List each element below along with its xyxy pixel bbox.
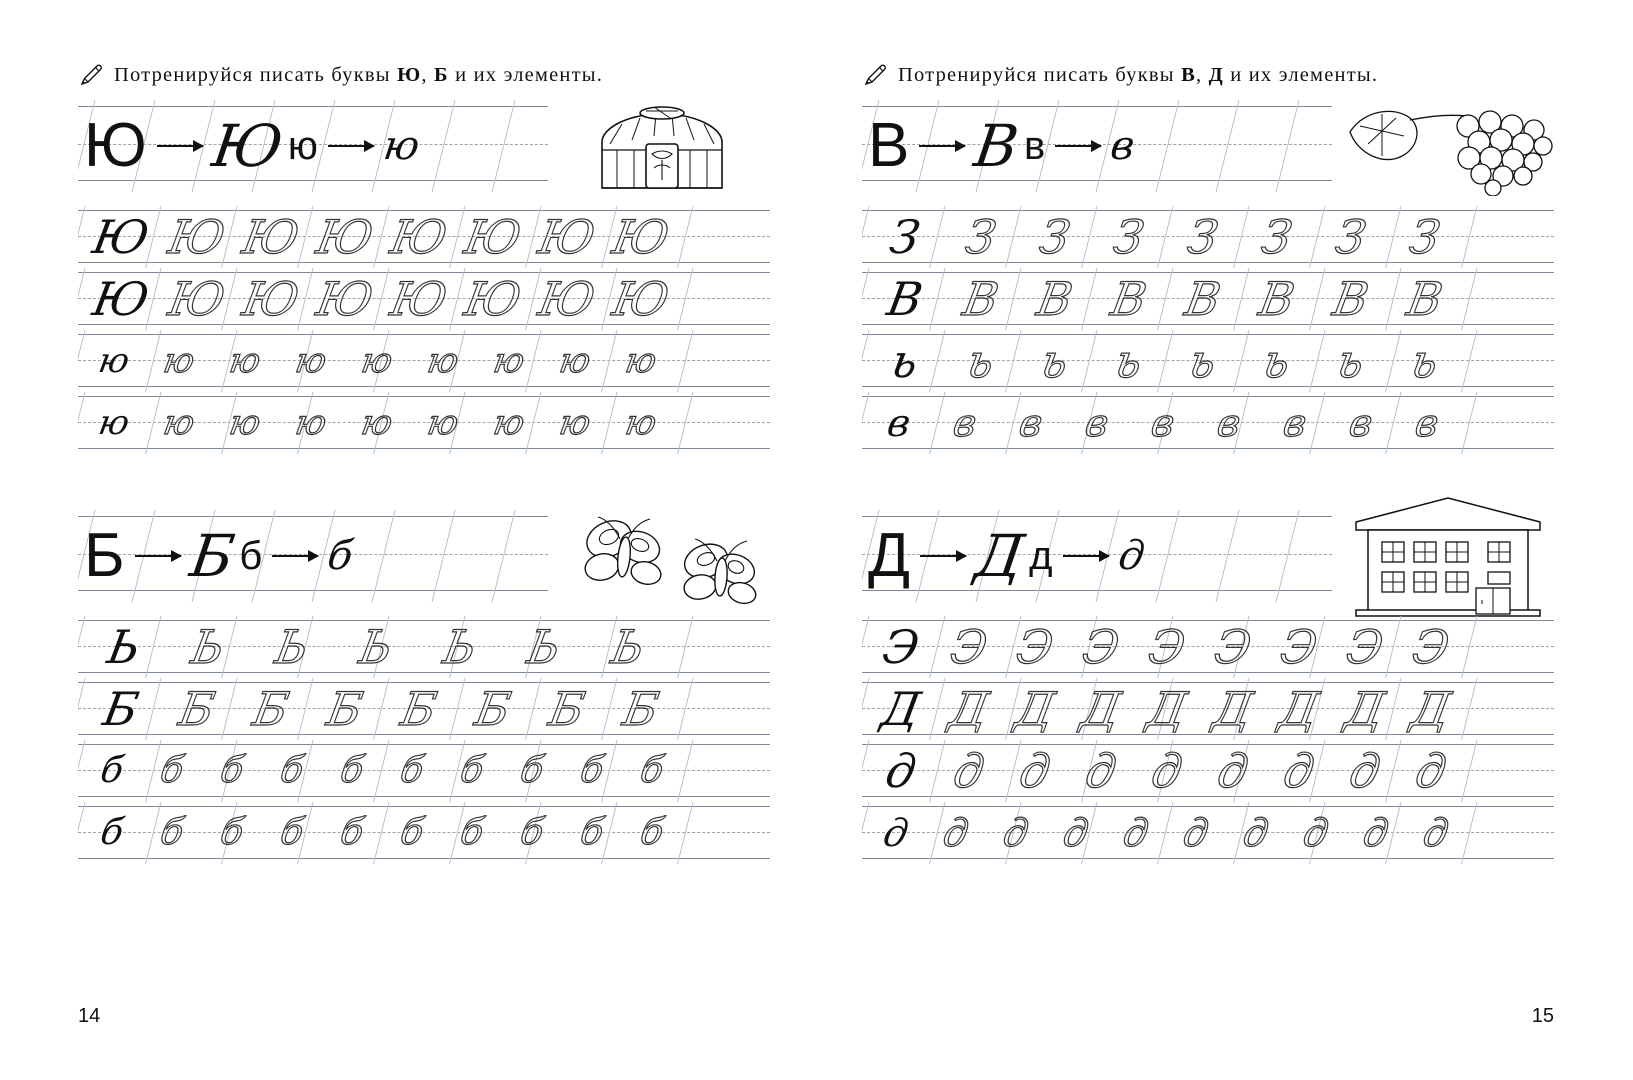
practice-glyph[interactable]: Д [1077,682,1125,736]
practice-glyph-lead: Ю [88,272,154,326]
practice-glyph[interactable]: Ю [460,210,526,264]
exercise-ve [862,100,1554,454]
practice-row[interactable] [862,392,1554,454]
practice-glyph[interactable]: Б [471,682,515,736]
model-print-lower-de: д [1029,534,1053,578]
practice-glyph[interactable]: ю [226,341,264,381]
practice-glyph[interactable]: д [1300,811,1332,855]
practice-row[interactable] [78,330,770,392]
practice-glyph[interactable]: В [959,272,1003,326]
practice-glyph[interactable]: Д [945,682,993,736]
practice-glyph[interactable]: Э [1276,620,1322,674]
practice-glyph[interactable]: Ю [312,272,378,326]
practice-glyph[interactable]: Б [619,682,663,736]
practice-glyph[interactable]: д [1213,744,1253,798]
practice-glyph[interactable]: в [1412,401,1442,445]
pencil-icon [78,62,104,88]
practice-glyph[interactable]: Ю [164,272,230,326]
practice-glyph[interactable]: ю [292,341,330,381]
model-script-upper-be: Б [185,522,239,590]
model-print-upper-ve: В [868,111,910,180]
model-print-upper-be: Б [84,521,125,590]
practice-glyph[interactable]: Б [397,682,441,736]
practice-glyph[interactable]: б [337,750,367,791]
practice-glyph-lead: З [885,210,925,264]
practice-glyph[interactable]: б [637,750,667,791]
practice-glyph[interactable]: ю [226,403,264,443]
practice-glyph[interactable]: ю [622,403,660,443]
exercise-yu-rows [78,206,770,454]
practice-glyph[interactable]: б [157,750,187,791]
practice-glyph[interactable]: б [517,812,547,853]
practice-glyph[interactable]: ю [160,341,198,381]
practice-glyph[interactable]: ю [424,341,462,381]
practice-glyph[interactable]: ю [556,341,594,381]
practice-glyph[interactable]: ю [292,403,330,443]
practice-glyph[interactable]: в [1346,401,1376,445]
exercise-be-model [78,510,548,602]
practice-glyph[interactable]: б [397,812,427,853]
practice-glyph-lead: ю [95,403,133,443]
practice-glyph[interactable]: б [337,812,367,853]
practice-glyph[interactable]: б [577,750,607,791]
page-number-right: 15 [1531,1005,1554,1027]
model-print-lower-ve: в [1023,124,1046,168]
practice-glyph[interactable]: б [397,750,427,791]
model-script-upper-de: Д [971,522,1028,590]
practice-glyph[interactable]: б [457,750,487,791]
practice-glyph-lead: Э [878,620,924,674]
practice-glyph[interactable]: б [637,812,667,853]
practice-glyph[interactable]: Ю [460,272,526,326]
practice-glyph[interactable]: д [1360,811,1392,855]
practice-glyph[interactable]: В [1181,272,1225,326]
picture-grapes [1332,100,1558,192]
practice-glyph[interactable]: Э [1342,620,1388,674]
practice-glyph[interactable]: Э [1210,620,1256,674]
practice-row[interactable] [862,678,1554,740]
practice-glyph[interactable]: б [217,750,247,791]
practice-glyph[interactable]: Ю [312,210,378,264]
practice-glyph[interactable]: Д [1143,682,1191,736]
model-script-lower-be: б [325,533,356,579]
practice-row[interactable] [862,268,1554,330]
practice-glyph-lead: Б [99,682,143,736]
practice-glyph[interactable]: Ю [608,210,674,264]
practice-glyph-lead: Ю [88,210,154,264]
practice-glyph[interactable]: Ю [238,210,304,264]
model-script-lower-yu: ю [380,123,423,169]
practice-glyph[interactable]: д [1147,744,1187,798]
model-print-lower-be: б [239,534,263,578]
practice-glyph[interactable]: ю [556,403,594,443]
practice-glyph[interactable]: ю [160,403,198,443]
practice-glyph[interactable]: Ь [439,620,481,674]
exercise-ve-header [862,100,1554,192]
practice-glyph[interactable]: б [277,750,307,791]
picture-butterflies [548,510,784,602]
practice-glyph[interactable]: д [1411,744,1451,798]
practice-glyph[interactable]: В [1329,272,1373,326]
practice-glyph[interactable]: д [1081,744,1121,798]
model-script-lower-de: д [1115,533,1148,579]
practice-glyph[interactable]: Ь [607,620,649,674]
grapes-illustration [1338,96,1558,196]
practice-glyph-lead: б [97,750,127,791]
instruction-line-left [78,62,770,88]
instruction-text-right: Потренируйся писать буквы В, Д и их элементы. [898,63,1379,86]
exercise-yu [78,100,770,454]
practice-glyph[interactable]: б [157,812,187,853]
arrow-icon [135,555,181,557]
exercise-be-header [78,510,770,602]
practice-glyph[interactable]: д [1279,744,1319,798]
practice-glyph[interactable]: З [1035,210,1075,264]
practice-glyph[interactable]: Б [175,682,219,736]
practice-glyph[interactable]: д [949,744,989,798]
practice-glyph[interactable]: ь [1185,334,1221,388]
pencil-icon [862,62,888,88]
practice-glyph[interactable]: в [1280,401,1310,445]
arrow-icon [272,555,318,557]
practice-glyph[interactable]: ю [490,341,528,381]
practice-glyph-lead: Д [877,682,925,736]
practice-glyph[interactable]: Ь [271,620,313,674]
practice-glyph[interactable]: ь [1333,334,1369,388]
arrow-icon [1055,145,1101,147]
exercise-yu-model [78,100,548,192]
practice-glyph[interactable]: Ь [355,620,397,674]
practice-glyph[interactable]: Ю [164,210,230,264]
practice-glyph-lead: в [884,401,914,445]
practice-glyph[interactable]: Ю [386,210,452,264]
practice-glyph[interactable]: д [1060,811,1092,855]
practice-glyph[interactable]: Д [1407,682,1455,736]
practice-glyph[interactable]: Д [1275,682,1323,736]
practice-row[interactable] [78,740,770,802]
practice-glyph[interactable]: Ю [534,272,600,326]
practice-glyph[interactable]: З [1257,210,1297,264]
practice-row[interactable] [78,392,770,454]
practice-glyph[interactable]: в [1148,401,1178,445]
practice-row[interactable] [862,330,1554,392]
practice-glyph[interactable]: Э [1012,620,1058,674]
practice-glyph[interactable]: Ь [523,620,565,674]
practice-glyph[interactable]: д [1420,811,1452,855]
practice-glyph[interactable]: В [1107,272,1151,326]
arrow-icon [1063,555,1109,557]
practice-glyph[interactable]: д [1120,811,1152,855]
practice-glyph[interactable]: в [950,401,980,445]
practice-glyph[interactable]: ю [358,403,396,443]
practice-glyph[interactable]: Э [1078,620,1124,674]
practice-row[interactable] [862,206,1554,268]
practice-glyph-lead: д [880,811,912,855]
practice-glyph[interactable]: Э [946,620,992,674]
instruction-line-right [862,62,1554,88]
practice-row[interactable] [78,206,770,268]
arrow-icon [328,145,374,147]
practice-glyph-lead: д [881,744,921,798]
practice-glyph[interactable]: в [1016,401,1046,445]
practice-glyph-lead: Ь [103,620,145,674]
practice-glyph[interactable]: б [277,812,307,853]
practice-glyph[interactable]: З [1183,210,1223,264]
practice-glyph-lead: б [97,812,127,853]
practice-glyph[interactable]: З [961,210,1001,264]
practice-glyph[interactable]: Ю [534,210,600,264]
practice-glyph[interactable]: Б [545,682,589,736]
arrow-icon [157,145,203,147]
practice-glyph[interactable]: З [1405,210,1445,264]
practice-row[interactable] [78,678,770,740]
practice-glyph[interactable]: б [217,812,247,853]
practice-row[interactable] [862,802,1554,864]
practice-glyph[interactable]: Ю [386,272,452,326]
practice-glyph[interactable]: б [457,812,487,853]
practice-glyph[interactable]: З [1331,210,1371,264]
model-print-upper-yu: Ю [84,111,147,180]
practice-glyph[interactable]: в [1214,401,1244,445]
practice-glyph[interactable]: Б [249,682,293,736]
practice-glyph[interactable]: д [1000,811,1032,855]
practice-row[interactable] [78,802,770,864]
practice-glyph[interactable]: ь [963,334,999,388]
practice-glyph[interactable]: В [1033,272,1077,326]
practice-glyph-lead: В [883,272,927,326]
practice-glyph[interactable]: д [940,811,972,855]
practice-glyph[interactable]: Д [1011,682,1059,736]
practice-glyph[interactable]: В [1403,272,1447,326]
practice-glyph[interactable]: Ю [238,272,304,326]
school-building-illustration [1338,492,1558,620]
practice-glyph[interactable]: Э [1408,620,1454,674]
practice-glyph[interactable]: д [1240,811,1272,855]
page-right [816,0,1632,1080]
instruction-text-left: Потренируйся писать буквы Ю, Б и их элементы. [114,63,604,86]
exercise-de-header [862,510,1554,602]
butterflies-illustration [554,501,784,611]
practice-glyph[interactable]: д [1345,744,1385,798]
practice-glyph[interactable]: ь [1259,334,1295,388]
arrow-icon [920,555,966,557]
practice-glyph[interactable]: б [517,750,547,791]
model-print-upper-de: Д [868,521,910,590]
practice-glyph[interactable]: Ь [187,620,229,674]
practice-row[interactable] [862,616,1554,678]
yurt-illustration [562,98,762,194]
model-script-upper-ve: В [970,112,1023,180]
exercise-be [78,510,770,864]
practice-glyph[interactable]: ю [622,341,660,381]
practice-row[interactable] [78,616,770,678]
model-script-upper-yu: Ю [207,112,287,180]
practice-glyph[interactable]: Б [323,682,367,736]
practice-glyph[interactable]: д [1180,811,1212,855]
practice-glyph[interactable]: Ю [608,272,674,326]
practice-glyph-lead: ь [887,334,923,388]
practice-glyph[interactable]: Д [1341,682,1389,736]
practice-glyph[interactable]: ь [1407,334,1443,388]
practice-glyph-lead: ю [95,341,133,381]
exercise-de-model [862,510,1332,602]
practice-row[interactable] [862,740,1554,802]
page-number-left: 14 [78,1005,101,1027]
exercise-de-rows [862,616,1554,864]
practice-row[interactable] [78,268,770,330]
practice-glyph[interactable]: ь [1111,334,1147,388]
practice-glyph[interactable]: д [1015,744,1055,798]
exercise-yu-header [78,100,770,192]
picture-yurt [548,100,770,192]
picture-house [1332,510,1558,602]
practice-glyph[interactable]: ю [490,403,528,443]
practice-glyph[interactable]: ю [358,341,396,381]
exercise-de [862,510,1554,864]
practice-glyph[interactable]: З [1109,210,1149,264]
exercise-ve-model [862,100,1332,192]
practice-glyph[interactable]: В [1255,272,1299,326]
page-left [0,0,816,1080]
practice-glyph[interactable]: б [577,812,607,853]
exercise-ve-rows [862,206,1554,454]
practice-glyph[interactable]: Э [1144,620,1190,674]
practice-glyph[interactable]: Д [1209,682,1257,736]
model-script-lower-ve: в [1108,123,1138,169]
practice-glyph[interactable]: ю [424,403,462,443]
exercise-be-rows [78,616,770,864]
practice-glyph[interactable]: в [1082,401,1112,445]
model-print-lower-yu: ю [287,124,318,168]
practice-glyph[interactable]: ь [1037,334,1073,388]
arrow-icon [919,145,965,147]
